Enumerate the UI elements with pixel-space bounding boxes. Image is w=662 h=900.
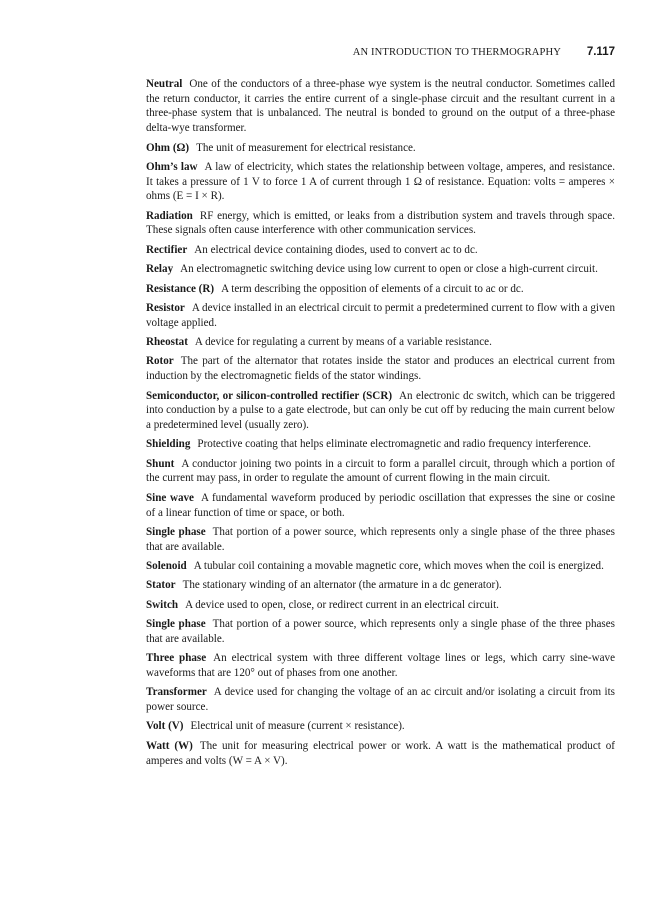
running-head: AN INTRODUCTION TO THERMOGRAPHY (352, 47, 561, 58)
glossary-entry (146, 457, 615, 486)
glossary-entry (146, 739, 615, 768)
entry-term: Resistor (146, 301, 185, 314)
entry-definition: That portion of a power source, which represents only a single phase of the three phases that are available. (146, 618, 615, 645)
entry-definition: A tubular coil containing a movable magnetic core, which moves when the coil is energized. (193, 560, 604, 572)
glossary (146, 77, 615, 773)
entry-definition: An electrical device containing diodes, used to convert ac to dc. (194, 243, 478, 256)
entry-term: Single phase (146, 618, 206, 631)
entry-definition: The unit for measuring electrical power or work. A watt is the mathematical product of amperes and volts (W = A × V). (146, 739, 615, 767)
entry-term: Solenoid (146, 560, 187, 572)
glossary-entry (146, 578, 615, 593)
entry-definition: Electrical unit of measure (current × resistance). (190, 720, 405, 733)
entry-term: Relay (146, 263, 174, 276)
glossary-entry (146, 437, 615, 452)
entry-term: Ohm’s law (146, 160, 198, 173)
entry-definition: A device installed in an electrical circuit to permit a predetermined current to flow with a given voltage applied. (146, 301, 615, 329)
entry-definition: An electrical system with three different voltage lines or legs, which carry sine-wave waveforms that are 120° out of phases from one another. (146, 652, 615, 679)
glossary-entry (146, 243, 615, 258)
entry-definition: That portion of a power source, which represents only a single phase of the three phases that are available. (146, 525, 615, 553)
entry-definition: A device used for changing the voltage of an ac circuit and/or isolating a circuit from its power source. (146, 686, 615, 714)
glossary-entry (146, 301, 615, 330)
entry-term: Rectifier (146, 243, 188, 256)
entry-term: Sine wave (146, 491, 194, 504)
entry-definition: A device used to open, close, or redirect current in an electrical circuit. (185, 598, 499, 611)
glossary-entry (146, 77, 615, 136)
page-number: 7.117 (586, 46, 615, 58)
entry-definition: RF energy, which is emitted, or leaks from a distribution system and travels through space. These signals often cause interference with other communication services. (146, 209, 615, 237)
glossary-entry (146, 141, 615, 156)
entry-term: Rotor (146, 355, 174, 368)
entry-definition: One of the conductors of a three-phase wye system is the neutral conductor. Sometimes called the return conductor, it carries the entire current of a single-phase circuit and the resultant current in a three-phase system that is unbalanced. The neutral is bonded to ground on the output of a three-phase delta-wye transformer. (146, 78, 615, 135)
entry-term: Three phase (146, 652, 207, 665)
entry-term: Switch (146, 598, 179, 611)
glossary-entry (146, 335, 615, 350)
glossary-entry (146, 598, 615, 613)
entry-definition: An electronic dc switch, which can be triggered into conduction by a pulse to a gate electrode, but can only be cut off by reducing the main current below a predetermined level (usually zero). (146, 389, 615, 431)
page-header (146, 47, 615, 61)
entry-term: Radiation (146, 209, 193, 222)
entry-definition: A law of electricity, which states the relationship between voltage, amperes, and resistance. It takes a pressure of 1 V to force 1 A of current through 1 Ω of resistance. Equation: volts = amperes × ohms (E = I × R). (146, 160, 615, 203)
glossary-entry (146, 282, 615, 297)
entry-term: Shunt (146, 457, 175, 470)
glossary-entry (146, 262, 615, 277)
entry-definition: A fundamental waveform produced by periodic oscillation that expresses the sine or cosine of a linear function of time or space, or both. (146, 491, 615, 519)
entry-term: Shielding (146, 438, 191, 451)
glossary-entry (146, 160, 615, 204)
entry-term: Neutral (146, 78, 183, 90)
entry-definition: A conductor joining two points in a circuit to form a parallel circuit, through which a portion of the current may pass, in order to regulate the amount of current flowing in the main circuit. (146, 457, 615, 485)
glossary-entry (146, 719, 615, 734)
glossary-entry (146, 559, 615, 574)
glossary-entry (146, 491, 615, 520)
glossary-entry (146, 389, 615, 433)
entry-definition: The unit of measurement for electrical resistance. (196, 141, 416, 154)
entry-definition: Protective coating that helps eliminate electromagnetic and radio frequency interference. (197, 438, 592, 451)
entry-term: Watt (W) (146, 739, 193, 752)
entry-definition: The stationary winding of an alternator (the armature in a dc generator). (182, 579, 502, 592)
glossary-entry (146, 354, 615, 383)
entry-definition: A device for regulating a current by means of a variable resistance. (194, 336, 492, 349)
glossary-entry (146, 209, 615, 238)
entry-definition: A term describing the opposition of elements of a circuit to ac or dc. (221, 282, 524, 295)
entry-term: Ohm (Ω) (146, 141, 190, 154)
entry-term: Stator (146, 579, 176, 592)
entry-term: Single phase (146, 525, 206, 538)
glossary-entry (146, 617, 615, 646)
entry-term: Transformer (146, 686, 207, 699)
entry-term: Semiconductor, or silicon-controlled rectifier (SCR) (146, 389, 393, 402)
entry-term: Volt (V) (146, 720, 184, 733)
entry-term: Resistance (R) (146, 282, 215, 295)
glossary-entry (146, 685, 615, 714)
glossary-entry (146, 651, 615, 680)
entry-definition: The part of the alternator that rotates inside the stator and produces an electrical current from induction by the electromagnetic fields of the stator windings. (146, 355, 615, 383)
glossary-entry (146, 525, 615, 554)
entry-term: Rheostat (146, 336, 188, 349)
entry-definition: An electromagnetic switching device using low current to open or close a high-current circuit. (180, 263, 598, 276)
